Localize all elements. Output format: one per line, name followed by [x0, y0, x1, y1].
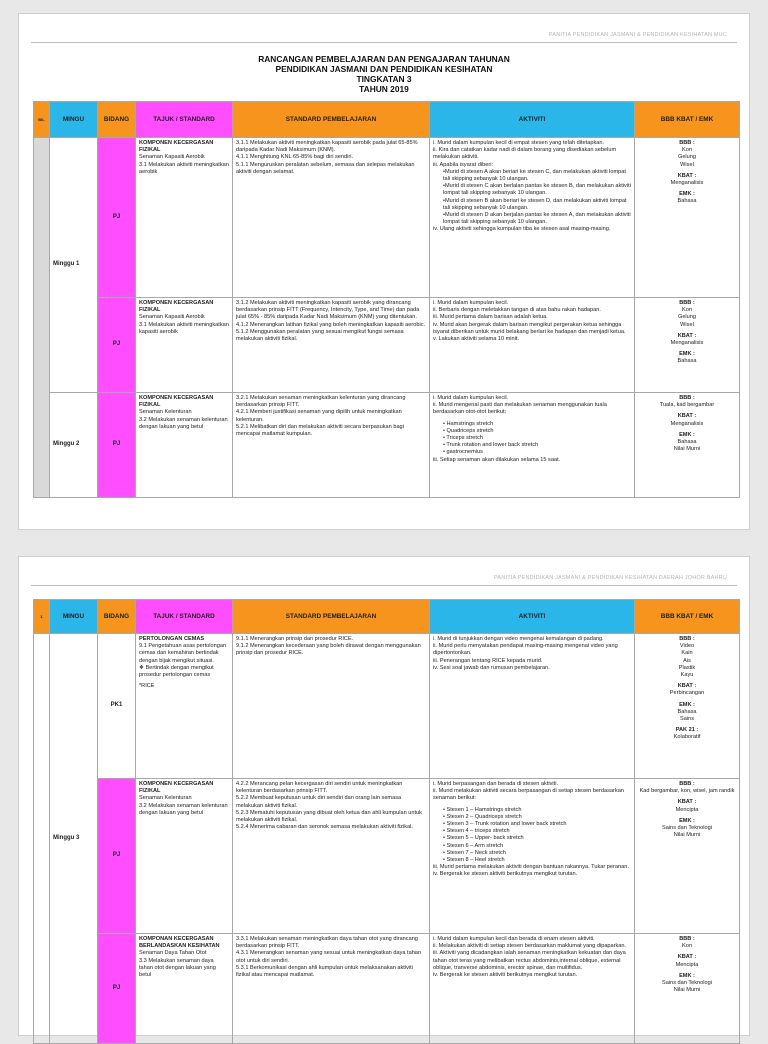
- week-cell: Minggu 1: [50, 138, 98, 393]
- bbb-heading: EMK :: [679, 351, 695, 358]
- col-header-bbb: BBB KBAT / EMK: [635, 102, 740, 138]
- cell-line: KOMPONAN KECERGASAN BERLANDASKAN KESIHATAN: [139, 936, 220, 950]
- bidang-cell: PJ: [98, 298, 136, 393]
- cell-line: 5.2.1 Melibatkan diri dan melakukan aktiviti secara berpasukan bagi mencapai matlamat kumpulan.: [236, 423, 404, 438]
- col-header-tajuk: TAJUK / STANDARD: [136, 600, 233, 634]
- col-header-standard: STANDARD PEMBELAJARAN: [233, 600, 430, 634]
- document-page-1: [18, 13, 750, 530]
- bbb-value: Sains: [680, 716, 694, 723]
- bbb-value: Wisel: [680, 161, 694, 168]
- bbb-value: Plastik: [678, 664, 696, 671]
- cell-line: 3.1.2 Melakukan aktiviti meningkatkan kapasiti aerobik yang dirancang berdasarkan prinsip FITT (Frequency, Intencity, Type, and Time) dan pada julat 65% - 85% daripada Kadar Nadi Maksimum (KNM) yang ditentukan.: [236, 300, 420, 321]
- bbb-heading: KBAT :: [677, 683, 697, 690]
- cell-line: 5.1.1 Menguruskan peralatan sebelum, semasa dan selepas melakukan aktiviti dengan selamat.: [236, 161, 415, 175]
- cell-line: iii. Apabila isyarat diberi:: [433, 161, 494, 168]
- bbb-value: Bahasa: [677, 358, 697, 365]
- cell-line: PERTOLONGAN CEMAS: [139, 636, 205, 642]
- cell-line: • Trunk rotation and lower back stretch: [443, 442, 539, 449]
- cell-line: •Murid di stesen B akan beriari ke stesen D, dan melakukan aktiviti lompat tali skipping sebanyak 10 ulangan.: [443, 197, 627, 211]
- tajuk-cell: [136, 298, 233, 393]
- cell-line: • Stesen 3 – Trunk rotation and lower back stretch: [443, 821, 567, 828]
- col-header-aktiviti: AKTIVITI: [430, 600, 635, 634]
- bbb-heading: EMK :: [679, 191, 695, 198]
- bbb-value: Kon: [682, 943, 692, 950]
- cell-line: iv. Murid akan bergerak dalam barisan mengikut pergerakan ketua sehingga isyarat diberikan untuk murid belakang berlari ke hadapan dan menjadi ketua.: [433, 321, 626, 335]
- bbb-heading: KBAT :: [677, 332, 697, 339]
- table-row: [34, 393, 740, 498]
- col-header-mingu: MINGU: [50, 600, 98, 634]
- table-row: [34, 138, 740, 298]
- table-header-row: [34, 102, 740, 138]
- cell-line: • Hamstrings stretch: [443, 420, 494, 427]
- bbb-heading: BBB :: [679, 300, 695, 306]
- bbb-value: Nilai Murni: [673, 987, 701, 994]
- cell-line: ii. Murid mengenal pasti dan melakukan senaman menggunakan tuala berdasarkan otot-otot berikut;: [433, 402, 607, 416]
- cell-line: iii. Penerangan tentang RICE kepada murid.: [433, 657, 543, 664]
- bbb-heading: EMK :: [679, 431, 695, 438]
- bbb-heading: BBB :: [679, 636, 695, 642]
- title-line: TAHUN 2019: [359, 84, 409, 94]
- cell-line: i. Murid dalam kumpulan kecil.: [433, 395, 509, 401]
- bbb-heading: BBB :: [679, 140, 695, 146]
- bbb-cell: [635, 634, 740, 779]
- bbb-value: Kon: [682, 147, 692, 154]
- col-header-side: 1: [34, 600, 50, 634]
- bbb-value: Sains dan Teknologi: [662, 825, 712, 832]
- bbb-heading: PAK 21 :: [675, 727, 699, 734]
- table-row: [34, 298, 740, 393]
- bbb-heading: KBAT :: [677, 413, 697, 420]
- bbb-value: Kon: [682, 307, 692, 314]
- cell-line: iv. Bergerak ke stesen aktiviti berikutnya mengikut turutan.: [433, 972, 578, 979]
- aktiviti-cell: [430, 934, 635, 1044]
- cell-line: 4.3.1 Menerangkan senaman yang sesuai untuk meningkatkan daya tahan otot untuk diri sendiri.: [236, 950, 422, 964]
- bbb-value: Kayu: [680, 672, 694, 679]
- bbb-heading: BBB :: [679, 395, 695, 401]
- cell-line: iv. Bergerak ke stesen aktiviti berikutnya mengikut turutan.: [433, 871, 578, 878]
- bbb-value: Sains dan Teknologi: [662, 980, 712, 987]
- cell-line: i. Murid di tunjukkan dengan video mengenai kemalangan di padang.: [433, 636, 604, 642]
- cell-line: iii. Setiap senaman akan dilakukan selama 15 saat.: [433, 456, 561, 463]
- tajuk-cell: [136, 934, 233, 1044]
- bidang-cell: PJ: [98, 393, 136, 498]
- standard-cell: [233, 298, 430, 393]
- cell-line: i. Murid berpasangan dan berada di stesen aktiviti.: [433, 781, 559, 787]
- side-cell: [34, 634, 50, 1044]
- bbb-cell: [635, 138, 740, 298]
- cell-line: i. Murid dalam kumpulan kecil di empat stesen yang telah ditetapkan.: [433, 140, 605, 146]
- title-line: PENDIDIKAN JASMANI DAN PENDIDIKAN KESIHATAN: [275, 64, 493, 74]
- cell-line: 3.1 Melakukan aktiviti meningkatkan aerobik: [139, 161, 229, 175]
- bbb-value: Ais: [683, 657, 691, 664]
- cell-line: ❖ Bertindak dengan mengikut prosedur pertolongan cemas: [139, 664, 214, 679]
- page-header: PANITIA PENDIDIKAN JASMANI & PENDIDIKAN KESIHATAN MUC: [548, 32, 727, 38]
- bbb-heading: BBB :: [679, 781, 695, 787]
- cell-line: 9.1 Pengetahuan asas pertolongan cemas dan kemahiran bertindak dengan bijak mengikut situasi.: [139, 643, 227, 664]
- bbb-value: Nilai Murni: [673, 446, 701, 453]
- cell-line: i. Murid dalam kumpulan kecil dan berada di enam stesen aktiviti.: [433, 936, 595, 942]
- cell-line: Senaman Daya Tahan Otot: [139, 950, 207, 957]
- side-cell: [34, 138, 50, 498]
- cell-line: 4.2.2 Merancang pelan kecergasan diri sendiri untuk meningkatkan kelenturan berdasarkan prinsip FITT.: [236, 781, 403, 795]
- cell-line: ii. Kira dan catatkan kadar nadi di dalam borang yang disediakan sebelum melakukan aktiviti.: [433, 147, 617, 161]
- table-header-row: [34, 600, 740, 634]
- aktiviti-cell: [430, 393, 635, 498]
- bbb-value: Kad bergambar, kon, wisel, jam randik: [639, 788, 735, 795]
- standard-cell: [233, 393, 430, 498]
- bbb-value: Tuala, kad bergambar: [659, 402, 715, 409]
- bidang-cell: PK1: [98, 634, 136, 779]
- standard-cell: [233, 634, 430, 779]
- bbb-value: Menganalisis: [670, 180, 704, 187]
- tajuk-cell: [136, 138, 233, 298]
- bbb-value: Perbincangan: [669, 690, 705, 697]
- bbb-value: Wisel: [680, 321, 694, 328]
- title-line: RANCANGAN PEMBELAJARAN DAN PENGAJARAN TAHUNAN: [258, 54, 510, 64]
- aktiviti-cell: [430, 634, 635, 779]
- bbb-heading: KBAT :: [677, 172, 697, 179]
- cell-line: 3.2 Melakukan senaman kelenturan dengan lakuan yang betul: [139, 802, 228, 816]
- cell-line: ii. Murid melakukan aktiviti secara berpasangan di setiap stesen berdasarkan senaman berikut:: [433, 788, 624, 802]
- tajuk-cell: [136, 393, 233, 498]
- lesson-plan-table: [33, 101, 740, 498]
- bbb-value: Menganalisis: [670, 420, 704, 427]
- table-row: [34, 779, 740, 934]
- cell-line: KOMPONEN KECERGASAN FIZIKAL: [139, 140, 214, 154]
- cell-line: 5.2.2 Membuat keputusan untuk diri sendiri dan orang lain semasa melakukan aktiviti fizikal.: [236, 795, 402, 809]
- bbb-heading: EMK :: [679, 972, 695, 979]
- bbb-value: Nilai Murni: [673, 832, 701, 839]
- cell-line: *RICE: [139, 683, 155, 690]
- cell-line: Senaman Kelenturan: [139, 795, 192, 802]
- cell-line: • Stesen 4 – triceps stretch: [443, 828, 510, 835]
- cell-line: • Stesen 6 – Arm stretch: [443, 842, 504, 849]
- bbb-value: Kolaboratif: [673, 734, 701, 741]
- table-row: [34, 934, 740, 1044]
- bbb-value: Bahasa: [677, 198, 697, 205]
- week-cell: Minggu 2: [50, 393, 98, 498]
- cell-line: • Stesen 7 – Neck stretch: [443, 849, 506, 856]
- cell-line: ii. Berbaris dengan meletakkan tangan di atas bahu rakan hadapan.: [433, 307, 601, 314]
- bbb-value: Bahasa: [677, 439, 697, 446]
- cell-line: 4.2.1 Memberi justifikasi senaman yang dipilih untuk meningkatkan kelenturan.: [236, 409, 402, 423]
- cell-line: • gastrocnemius: [443, 449, 483, 456]
- col-header-bidang: BIDANG: [98, 102, 136, 138]
- cell-line: 5.2.3 Mematuhi keputusan yang dibuat oleh ketua dan ahli kumpulan untuk melakukan aktiviti fizikal.: [236, 809, 422, 824]
- cell-line: 4.1.2 Menerangkan latihan fizikal yang boleh meningkatkan kapasiti aerobic.: [236, 321, 426, 328]
- page-header: PANITIA PENDIDIKAN JASMANI & PENDIDIKAN KESIHATAN DAERAH JOHOR BAHRU: [493, 575, 727, 581]
- bbb-value: Mencipta: [675, 961, 699, 968]
- cell-line: 3.1 Melakukan aktiviti meningkatkan kapasiti aerobik: [139, 321, 229, 335]
- cell-line: 9.1.1 Menerangkan prinsip dan prosedur RICE.: [236, 636, 354, 642]
- standard-cell: [233, 138, 430, 298]
- cell-line: iv. Sesi soal jawab dan rumusan pembelajaran.: [433, 664, 550, 671]
- aktiviti-cell: [430, 138, 635, 298]
- bbb-heading: BBB :: [679, 936, 695, 942]
- bbb-cell: [635, 393, 740, 498]
- bbb-value: Gelung: [677, 154, 697, 161]
- bbb-value: Menganalisis: [670, 340, 704, 347]
- bbb-value: Video: [679, 643, 695, 650]
- header-divider: [31, 585, 737, 586]
- cell-line: Senaman Kapasiti Aerobik: [139, 314, 205, 321]
- cell-line: • Quadriceps stretch: [443, 427, 494, 434]
- cell-line: KOMPONEN KECERGASAN FIZIKAL: [139, 395, 214, 409]
- aktiviti-cell: [430, 779, 635, 934]
- header-divider: [31, 42, 737, 43]
- cell-line: iii. Murid pertama melakukan aktiviti dengan bantuan rakannya. Tukar peranan.: [433, 864, 629, 871]
- cell-line: KOMPONEN KECERGASAN FIZIKAL: [139, 781, 214, 795]
- cell-line: v. Lakukan aktiviti selama 10 minit.: [433, 336, 520, 343]
- cell-line: • Stesen 5 – Upper- back stretch: [443, 835, 524, 842]
- cell-line: 3.2.1 Melakukan senaman meningkatkan kelenturan yang dirancang berdasarkan prinsip FITT.: [236, 395, 406, 409]
- cell-line: •Murid di stesen C akan berlalan pantas ke stesen B, dan melakukan aktiviti lompat tali skipping sebanyak 10 ulangan.: [443, 183, 631, 197]
- col-header-aktiviti: AKTIVITI: [430, 102, 635, 138]
- cell-line: •Murid di stesen D akan berjalan pantas ke stesen A, dan melakukan aktiviti lompat tali skipping sebanyak 10 ulangan.: [443, 212, 631, 226]
- cell-line: 3.3.1 Melakukan senaman meningkatkan daya tahan otot yang dirancang berdasarkan prinsip FITT.: [236, 936, 418, 950]
- col-header-side: BIL: [34, 102, 50, 138]
- bbb-heading: EMK :: [679, 817, 695, 824]
- bidang-cell: PJ: [98, 138, 136, 298]
- bbb-heading: KBAT :: [677, 954, 697, 961]
- bbb-cell: [635, 298, 740, 393]
- cell-line: iii. Murid pertama dalam barisan adalah ketua.: [433, 314, 548, 321]
- cell-line: 5.3.1 Berkomunikasi dengan ahli kumpulan untuk melaksanakan aktiviti fizikal atau mencapai matlamat.: [236, 964, 413, 979]
- cell-line: ii. Melakukan aktiviti di setiap stesen berdasarkan maklumat yang dipaparkan.: [433, 943, 627, 950]
- bbb-value: Kain: [681, 650, 693, 657]
- document-page-2: [18, 556, 750, 1036]
- lesson-plan-table: [33, 599, 740, 1044]
- cell-line: 3.2 Melakukan senaman kelenturan dengan lakuan yang betul: [139, 416, 228, 430]
- cell-line: ii. Murid perlu menyatakan pendapat masing-masing mengenai video yang dipertontonkan.: [433, 643, 618, 657]
- bbb-value: Bahasa: [677, 708, 697, 715]
- cell-line: • Stesen 8 – Heel stretch: [443, 857, 505, 864]
- table-row: [34, 634, 740, 779]
- col-header-standard: STANDARD PEMBELAJARAN: [233, 102, 430, 138]
- cell-line: 4.1.1 Menghitung KNL 65-85% bagi diri sendiri.: [236, 154, 354, 161]
- aktiviti-cell: [430, 298, 635, 393]
- cell-line: KOMPONEN KECERGASAN FIZIKAL: [139, 300, 214, 314]
- cell-line: 3.3 Melakukan senaman daya tahan otot dengan lakuan yang betul: [139, 957, 216, 979]
- col-header-bbb: BBB KBAT / EMK: [635, 600, 740, 634]
- cell-line: • Stesen 2 – Quadriceps stretch: [443, 813, 522, 820]
- standard-cell: [233, 779, 430, 934]
- col-header-mingu: MINGU: [50, 102, 98, 138]
- bbb-value: Mencipta: [675, 806, 699, 813]
- bbb-cell: [635, 934, 740, 1044]
- cell-line: 3.1.1 Melakukan aktiviti meningkatkan kapasiti aerobik pada julat 65-85% daripada Kadar Nadi Maksimum (KNM).: [236, 140, 418, 154]
- bidang-cell: PJ: [98, 934, 136, 1044]
- cell-line: Senaman Kapasiti Aerobik: [139, 154, 205, 161]
- bidang-cell: PJ: [98, 779, 136, 934]
- col-header-tajuk: TAJUK / STANDARD: [136, 102, 233, 138]
- cell-line: •Murid di stesen A akan beriari ke stesen C, dan melakukan aktiviti lompat tali skipping sebanyak 10 ulangan.: [443, 168, 626, 183]
- bbb-heading: KBAT :: [677, 799, 697, 806]
- cell-line: 9.1.2 Menerangkan kecederaan yang boleh dirawat dengan menggunakan prinsip dan prosedur RICE.: [236, 643, 421, 657]
- tajuk-cell: [136, 634, 233, 779]
- cell-line: iii. Aktiviti yang dicadangkan ialah senaman meningkatkan kekuatan dan daya tahan otot teras yang melibatkan rectus abdominis,internal oblique, external oblique, tranverse abdominis, erector spinae, dan multifidus.: [433, 950, 626, 971]
- cell-line: 5.1.2 Menggunakan peralatan yang sesuai mengikut fungsi semasa melakukan aktiviti fizikal.: [236, 328, 404, 343]
- cell-line: iv. Ulang aktiviti sehingga kumpulan tiba ke stesen asal masing-masing.: [433, 226, 611, 233]
- cell-line: 5.2.4 Menerima cabaran dan seronok semasa melakukan aktiviti fizikal.: [236, 824, 413, 831]
- week-cell: Minggu 3: [50, 634, 98, 1044]
- cell-line: Senaman Kelenturan: [139, 409, 192, 416]
- tajuk-cell: [136, 779, 233, 934]
- title-line: TINGKATAN 3: [356, 74, 412, 84]
- cell-line: • Stesen 1 – Hamstrings stretch: [443, 806, 522, 813]
- col-header-bidang: BIDANG: [98, 600, 136, 634]
- standard-cell: [233, 934, 430, 1044]
- bbb-value: Gelung: [677, 314, 697, 321]
- cell-line: • Triceps stretch: [443, 435, 483, 442]
- bbb-heading: EMK :: [679, 701, 695, 708]
- bbb-cell: [635, 779, 740, 934]
- cell-line: i. Murid dalam kumpulan kecil.: [433, 300, 509, 306]
- document-title: [19, 54, 749, 94]
